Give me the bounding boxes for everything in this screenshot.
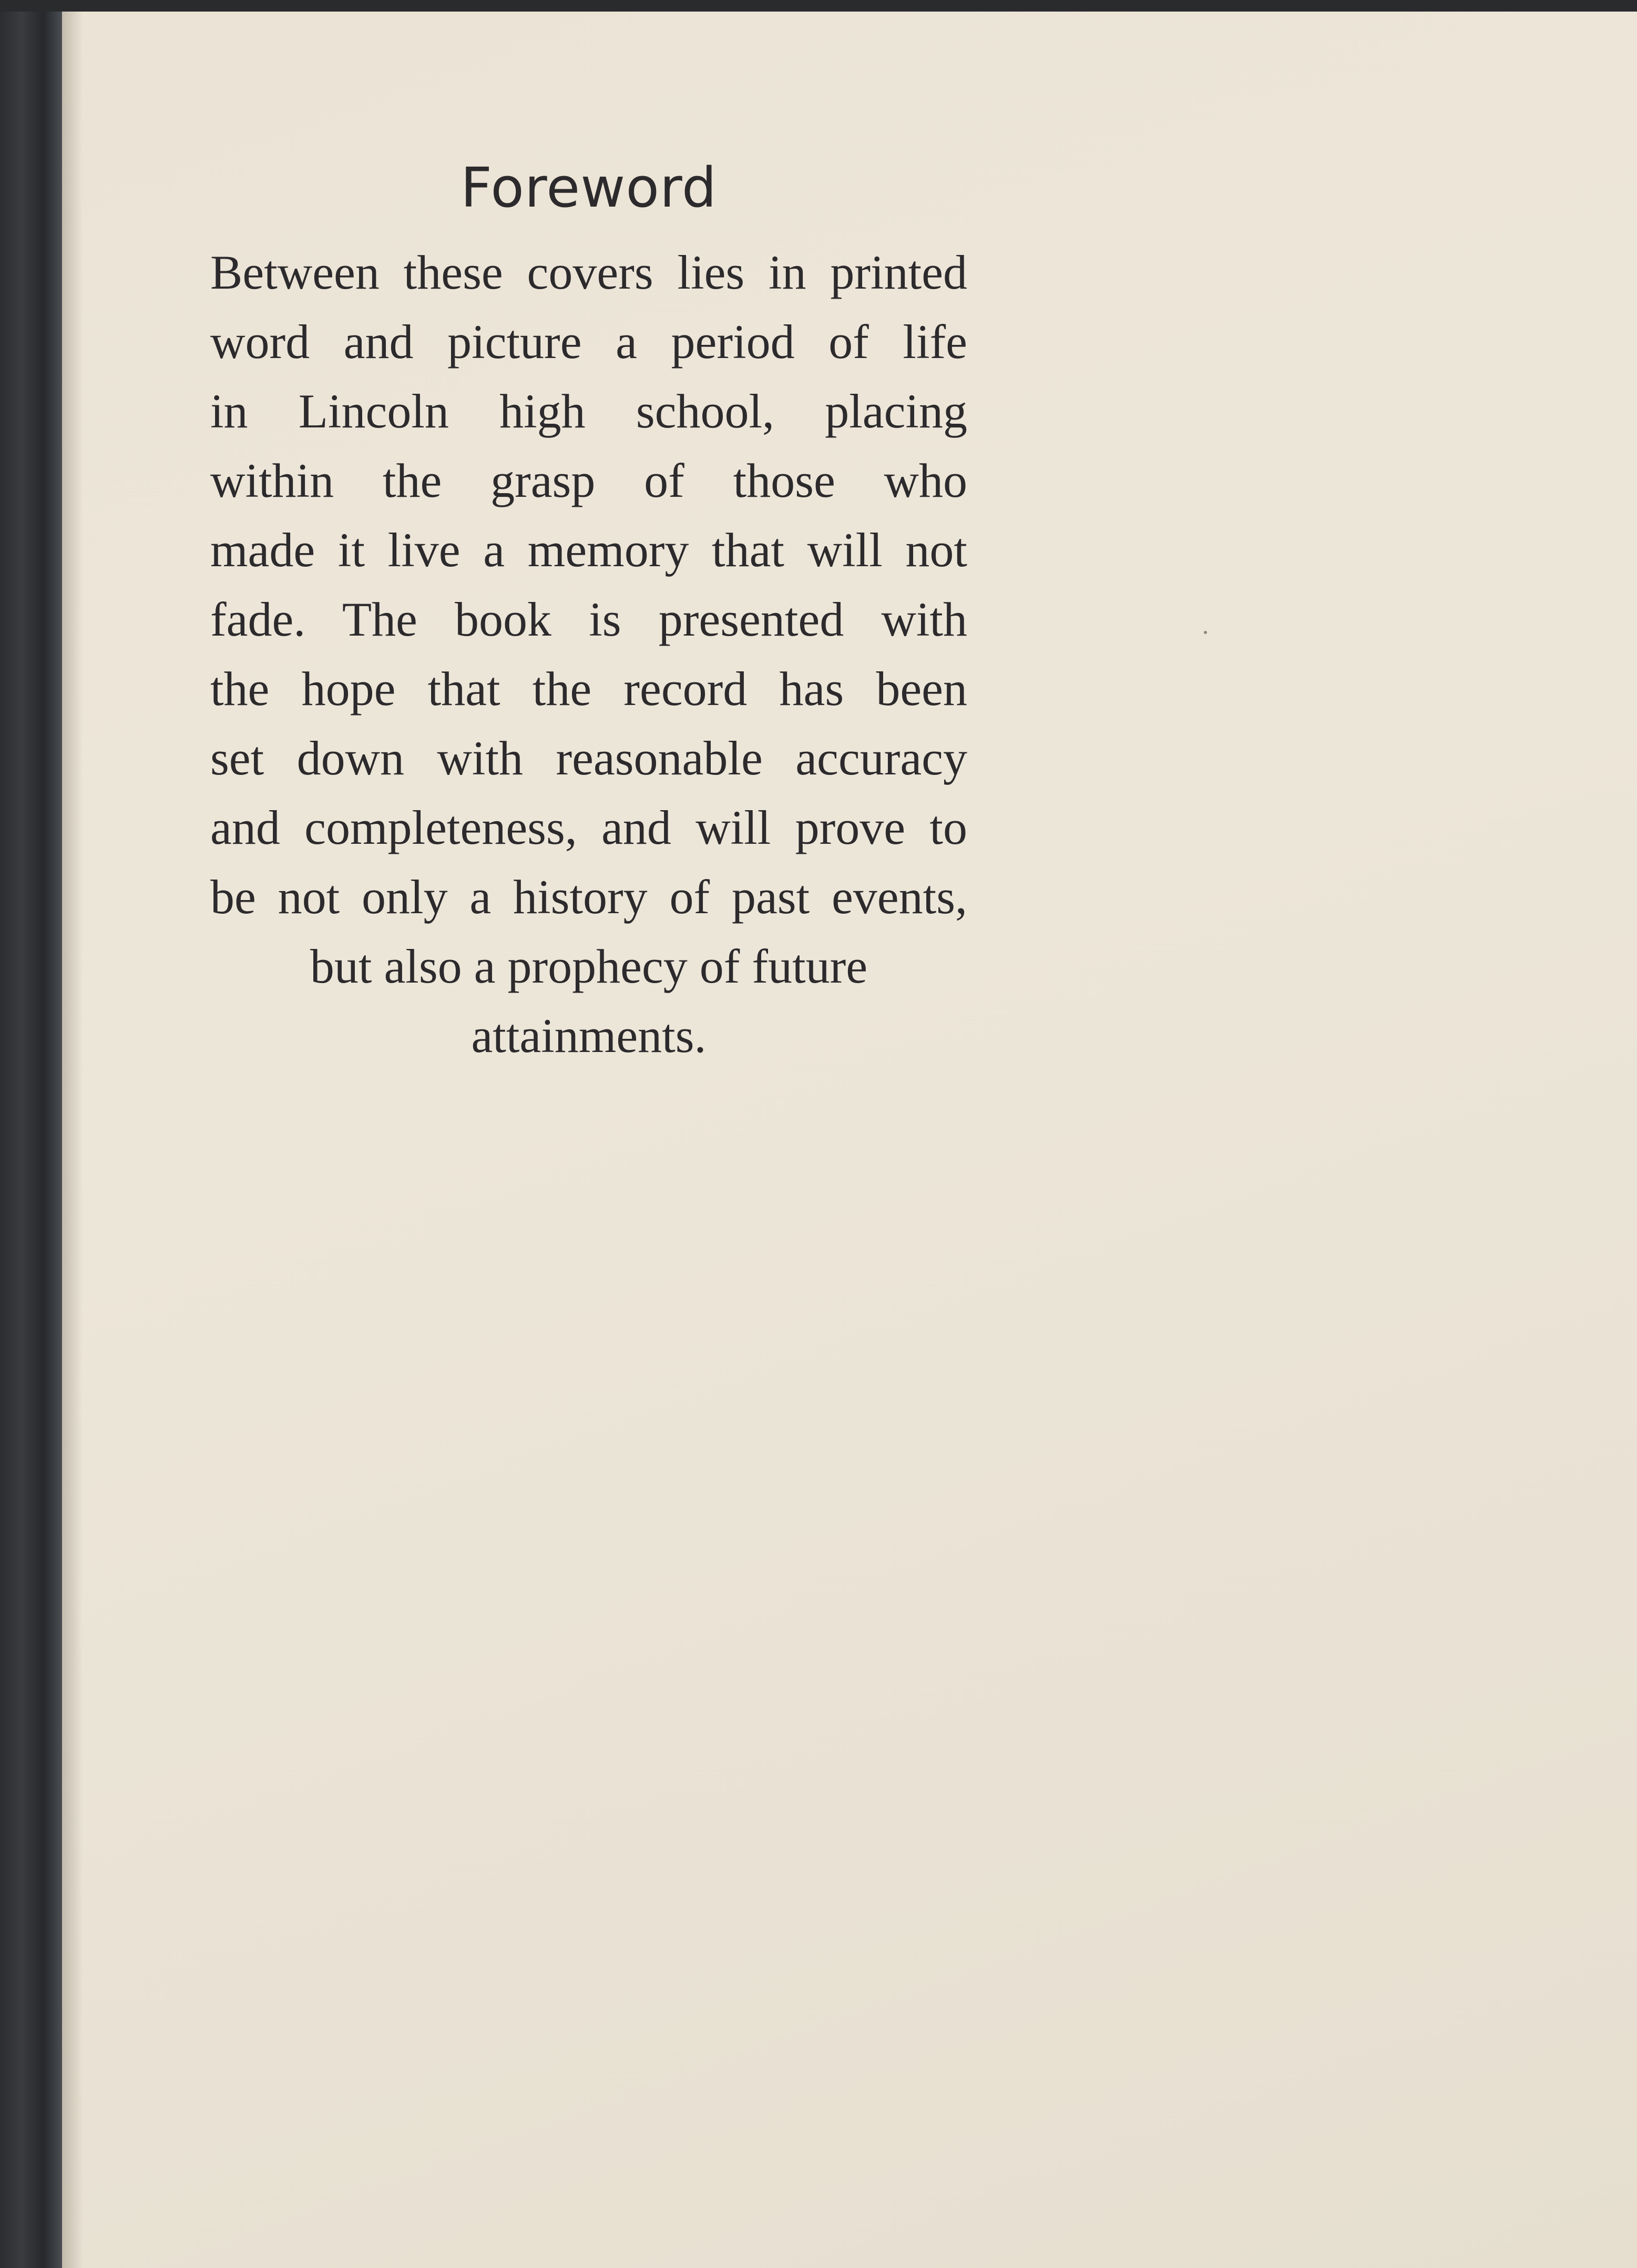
foreword-title: Foreword <box>461 156 717 220</box>
paper-speck <box>1204 631 1207 634</box>
paragraph-line: within the grasp of those who <box>210 454 967 508</box>
book-top-edge <box>0 0 1637 12</box>
paragraph-line: in Lincoln high school, placing <box>210 384 967 438</box>
paragraph-line: be not only a history of past events, <box>210 870 967 924</box>
paragraph-line: set down with reasonable accuracy <box>210 731 967 785</box>
paragraph-line: made it live a memory that will not <box>210 523 967 577</box>
paragraph-line: Between these covers lies in printed <box>210 246 967 300</box>
paragraph-line: but also a prophecy of future <box>310 939 868 994</box>
gutter-shadow <box>62 12 83 2268</box>
book-binding-edge <box>0 0 62 2268</box>
paragraph-line: the hope that the record has been <box>210 662 967 716</box>
paragraph-line: attainments. <box>471 1009 707 1063</box>
paragraph-line: word and picture a period of life <box>210 315 967 369</box>
paragraph-line: fade. The book is presented with <box>210 592 967 647</box>
foreword-section <box>210 158 967 1070</box>
foreword-paragraph <box>210 238 967 1070</box>
paragraph-line: and completeness, and will prove to <box>210 801 967 855</box>
